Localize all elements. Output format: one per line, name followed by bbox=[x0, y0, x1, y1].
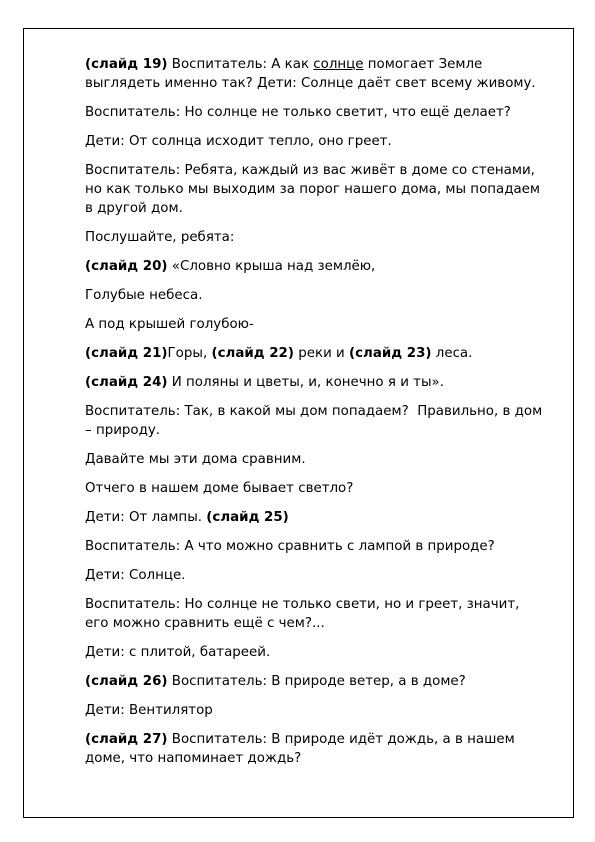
text-run: Дети: Вентилятор bbox=[85, 703, 213, 718]
text-run: помогает Земле выглядеть именно так? Дети: Солнце даёт свет всему живому. bbox=[85, 57, 536, 91]
text-run: Воспитатель: Но солнце не только светит, что ещё делает? bbox=[85, 105, 511, 120]
text-run: Воспитатель: В природе идёт дождь, а в нашем доме, что напоминает дождь? bbox=[85, 732, 519, 766]
paragraph bbox=[85, 55, 545, 93]
text-run: Голубые небеса. bbox=[85, 288, 203, 303]
text-run: реки и bbox=[293, 346, 349, 361]
slide-marker: (слайд 24) bbox=[85, 375, 168, 390]
slide-marker: (слайд 25) bbox=[206, 510, 289, 525]
paragraph bbox=[85, 344, 545, 363]
text-run: Послушайте, ребята: bbox=[85, 230, 235, 245]
text-run: Дети: Солнце. bbox=[85, 568, 186, 583]
paragraph bbox=[85, 508, 545, 527]
text-run: Дети: От лампы. bbox=[85, 510, 207, 525]
paragraph bbox=[85, 228, 545, 247]
slide-marker: (слайд 20) bbox=[85, 259, 168, 274]
paragraph bbox=[85, 643, 545, 662]
paragraph bbox=[85, 161, 545, 218]
slide-marker: (слайд 19) bbox=[85, 57, 168, 72]
slide-marker: (слайд 27) bbox=[85, 732, 168, 747]
text-run: Дети: От солнца исходит тепло, оно греет. bbox=[85, 134, 392, 149]
text-run: Воспитатель: А что можно сравнить с лампой в природе? bbox=[85, 539, 495, 554]
paragraph bbox=[85, 672, 545, 691]
slide-marker: (слайд 22) bbox=[211, 346, 294, 361]
text-run: И поляны и цветы, и, конечно я и ты». bbox=[167, 375, 444, 390]
paragraph bbox=[85, 730, 545, 768]
text-run: Отчего в нашем доме бывает светло? bbox=[85, 481, 354, 496]
slide-marker: (слайд 23) bbox=[349, 346, 432, 361]
paragraph bbox=[85, 450, 545, 469]
text-run: Воспитатель: Ребята, каждый из вас живёт в доме со стенами, но как только мы выходим за порог нашего дома, мы попадаем в другой дом. bbox=[85, 163, 545, 216]
paragraph bbox=[85, 103, 545, 122]
paragraph bbox=[85, 132, 545, 151]
slide-marker: (слайд 26) bbox=[85, 674, 168, 689]
paragraph bbox=[85, 402, 545, 440]
paragraph bbox=[85, 701, 545, 720]
text-run: Дети: с плитой, батареей. bbox=[85, 645, 271, 660]
paragraph bbox=[85, 537, 545, 556]
document-body bbox=[85, 55, 545, 778]
underlined-word: солнце bbox=[313, 57, 364, 72]
paragraph bbox=[85, 566, 545, 585]
text-run: Воспитатель: Так, в какой мы дом попадаем? Правильно, в дом – природу. bbox=[85, 404, 547, 438]
text-run: Воспитатель: В природе ветер, а в доме? bbox=[167, 674, 466, 689]
paragraph bbox=[85, 286, 545, 305]
text-run: Горы, bbox=[167, 346, 212, 361]
text-run: Воспитатель: А как bbox=[167, 57, 314, 72]
text-run: Давайте мы эти дома сравним. bbox=[85, 452, 306, 467]
paragraph bbox=[85, 315, 545, 334]
slide-marker: (слайд 21) bbox=[85, 346, 168, 361]
text-run: «Словно крыша над землёю, bbox=[167, 259, 376, 274]
paragraph bbox=[85, 257, 545, 276]
text-run: леса. bbox=[431, 346, 473, 361]
text-run: А под крышей голубою- bbox=[85, 317, 254, 332]
text-run: Воспитатель: Но солнце не только свети, но и греет, значит, его можно сравнить ещё с чем?... bbox=[85, 597, 524, 631]
paragraph bbox=[85, 479, 545, 498]
paragraph bbox=[85, 373, 545, 392]
paragraph bbox=[85, 595, 545, 633]
